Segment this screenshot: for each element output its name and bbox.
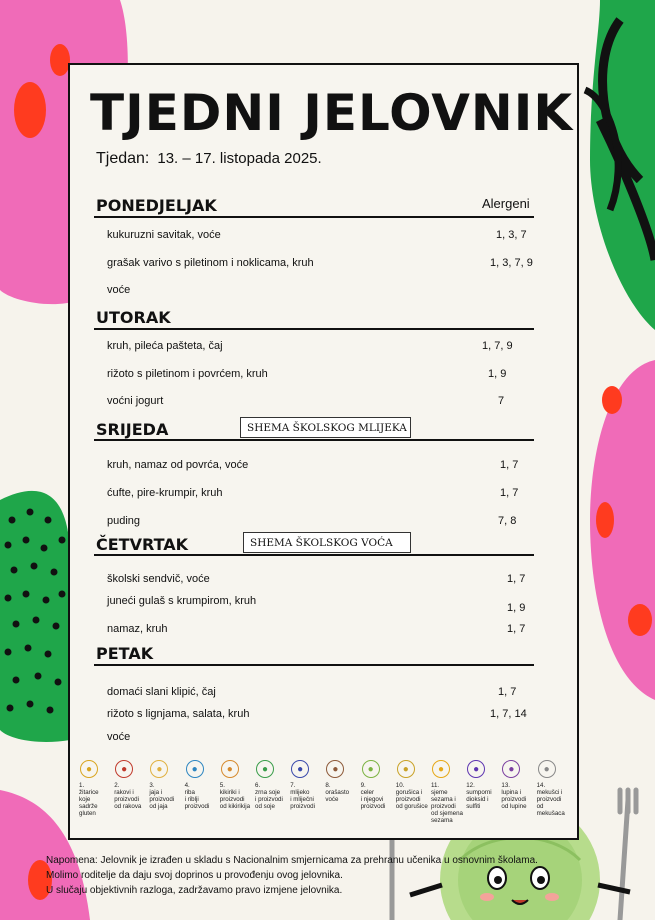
allergen-legend-item xyxy=(431,760,465,824)
meal-item: rižoto s lignjama, salata, kruh xyxy=(107,708,250,720)
meal-item: školski sendvič, voće xyxy=(107,573,210,585)
peanut-icon: ● xyxy=(221,760,239,778)
meal-allergens: 7, 8 xyxy=(498,515,517,527)
day-heading-monday: PONEDJELJAK xyxy=(96,196,217,215)
meal-allergens: 1, 3, 7, 9 xyxy=(490,257,533,269)
meal-allergens: 1, 7 xyxy=(507,623,526,635)
allergen-legend-item xyxy=(114,760,148,810)
allergen-legend-label: 9. celer i njegovi proizvodi xyxy=(360,782,386,810)
allergen-legend-label: 2. rakovi i proizvodi od rakova xyxy=(114,782,142,810)
wheat-icon: ● xyxy=(80,760,98,778)
allergen-legend-item xyxy=(396,760,430,810)
meal-item: kukuruzni savitak, voće xyxy=(107,229,221,241)
divider xyxy=(94,664,534,666)
allergen-legend-item xyxy=(290,760,324,810)
week-range xyxy=(96,150,322,168)
allergen-legend-item xyxy=(149,760,183,810)
meal-item: juneći gulaš s krumpirom, kruh xyxy=(107,595,257,607)
allergen-legend-item xyxy=(501,760,535,810)
allergen-legend-label: 4. riba i riblji proizvodi xyxy=(184,782,210,810)
meal-item: voće xyxy=(107,731,131,743)
meal-item: ćufte, pire-krumpir, kruh xyxy=(107,487,223,499)
celery-icon: ● xyxy=(362,760,380,778)
meal-item: rižoto s piletinom i povrćem, kruh xyxy=(107,368,268,380)
allergen-legend-label: 11. sjeme sezama i proizvodi od sjemena sezama xyxy=(431,782,463,824)
allergen-legend-label: 10. gorušica i proizvodi od gorušice xyxy=(395,782,428,810)
crab-icon: ● xyxy=(115,760,133,778)
milk-scheme-label: SHEMA ŠKOLSKOG MLIJEKA xyxy=(240,417,411,438)
fruit-scheme-label: SHEMA ŠKOLSKOG VOĆA xyxy=(243,532,411,553)
meal-allergens: 1, 9 xyxy=(507,602,526,614)
allergen-legend-label: 6. zrna soje i proizvodi od soje xyxy=(255,782,283,810)
meal-allergens: 1, 3, 7 xyxy=(496,229,527,241)
menu-card xyxy=(68,63,579,840)
allergen-legend xyxy=(79,760,569,830)
meal-allergens: 1, 7 xyxy=(500,487,519,499)
meal-item: voće xyxy=(107,284,131,296)
allergen-legend-item xyxy=(79,760,113,817)
meal-allergens: 1, 7 xyxy=(500,459,519,471)
week-label: Tjedan: xyxy=(96,150,150,167)
allergen-legend-label: 12. sumporni dioksid i sulfiti xyxy=(466,782,492,810)
meal-item: kruh, pileća pašteta, čaj xyxy=(107,340,223,352)
soy-icon: ● xyxy=(256,760,274,778)
day-heading-tuesday: UTORAK xyxy=(96,308,171,327)
mollusc-icon: ● xyxy=(538,760,556,778)
allergen-legend-item xyxy=(537,760,571,817)
note-line: Molimo roditelje da daju svoj doprinos u provođenju ovog jelovnika. xyxy=(46,870,343,881)
fish-icon: ● xyxy=(186,760,204,778)
meal-item: namaz, kruh xyxy=(107,623,168,635)
meal-allergens: 1, 7 xyxy=(498,686,517,698)
sulphite-icon: ● xyxy=(467,760,485,778)
divider xyxy=(94,439,534,441)
note-line: Napomena: Jelovnik je izrađen u skladu s Nacionalnim smjernicama za prehranu učenika u osnovnim školama. xyxy=(46,855,538,866)
nut-icon: ● xyxy=(326,760,344,778)
allergen-legend-item xyxy=(255,760,289,810)
lupin-icon: ● xyxy=(502,760,520,778)
meal-item: kruh, namaz od povrća, voće xyxy=(107,459,249,471)
allergen-legend-item xyxy=(220,760,254,810)
day-heading-thursday: ČETVRTAK xyxy=(96,535,189,554)
allergen-legend-item xyxy=(466,760,500,810)
allergen-legend-item xyxy=(185,760,219,810)
allergen-column-header: Alergeni xyxy=(482,196,530,211)
allergen-legend-item xyxy=(361,760,395,810)
allergen-legend-label: 14. mekušci i proizvodi od mekušaca xyxy=(536,782,565,817)
week-dates: 13. – 17. listopada 2025. xyxy=(157,150,322,167)
meal-item: voćni jogurt xyxy=(107,395,164,407)
meal-item: puding xyxy=(107,515,141,527)
meal-item: grašak varivo s piletinom i noklicama, kruh xyxy=(107,257,314,269)
divider xyxy=(94,554,534,556)
note-line: U slučaju objektivnih razloga, zadržavamo pravo izmjene jelovnika. xyxy=(46,885,343,896)
mustard-icon: ● xyxy=(397,760,415,778)
day-heading-wednesday: SRIJEDA xyxy=(96,420,169,439)
sesame-icon: ● xyxy=(432,760,450,778)
allergen-legend-label: 5. kikiriki i proizvodi od kikirikija xyxy=(219,782,251,810)
egg-icon: ● xyxy=(150,760,168,778)
allergen-legend-label: 8. orašasto voće xyxy=(325,782,350,803)
allergen-legend-item xyxy=(325,760,359,803)
footer-note xyxy=(46,853,538,898)
divider xyxy=(94,216,534,218)
day-heading-friday: PETAK xyxy=(96,644,154,663)
divider xyxy=(94,328,534,330)
meal-allergens: 1, 7 xyxy=(507,573,526,585)
milk-icon: ● xyxy=(291,760,309,778)
meal-allergens: 1, 9 xyxy=(488,368,507,380)
allergen-legend-label: 7. mlijeko i mliječni proizvodi xyxy=(290,782,315,810)
allergen-legend-label: 1. žitarice koje sadrže gluten xyxy=(79,782,99,817)
page-title: TJEDNI JELOVNIK xyxy=(90,84,574,142)
allergen-legend-label: 13. lupina i proizvodi od lupine xyxy=(501,782,527,810)
meal-allergens: 1, 7, 14 xyxy=(490,708,527,720)
allergen-legend-label: 3. jaja i proizvodi od jaja xyxy=(149,782,175,810)
meal-item: domaći slani klipić, čaj xyxy=(107,686,216,698)
meal-allergens: 1, 7, 9 xyxy=(482,340,513,352)
meal-allergens: 7 xyxy=(498,395,505,407)
